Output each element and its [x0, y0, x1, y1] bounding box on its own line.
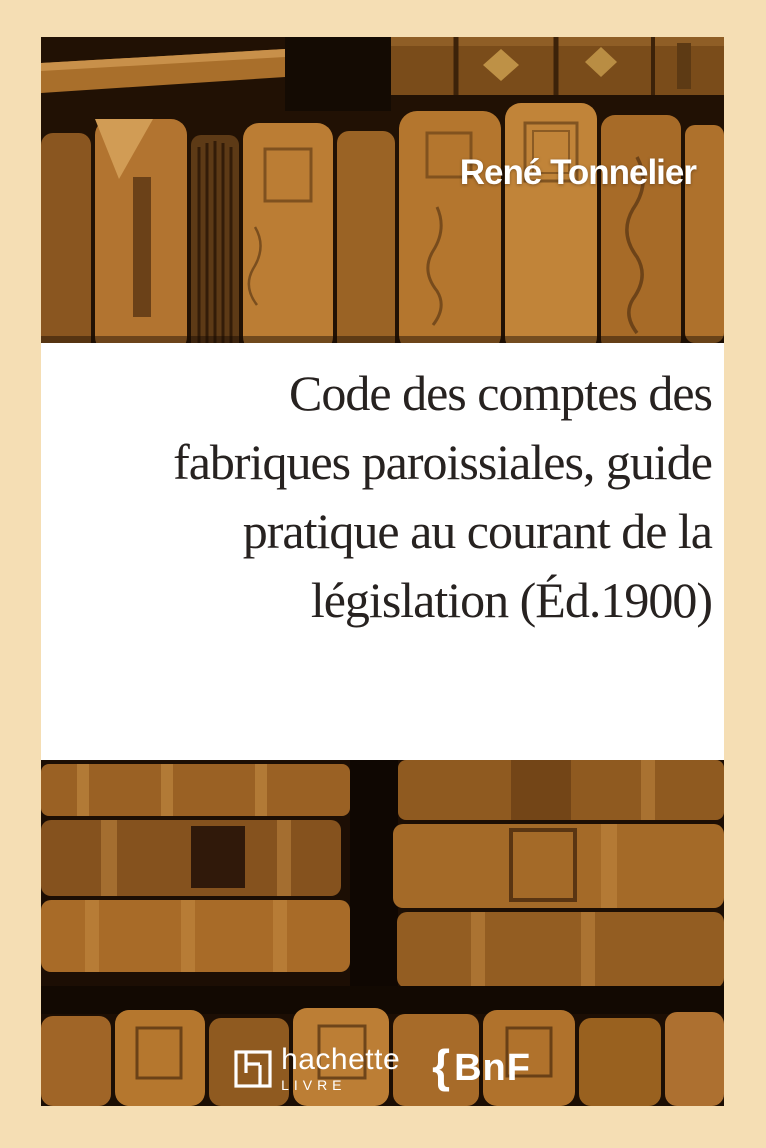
bnf-logo	[432, 1039, 531, 1092]
book-cover	[41, 37, 724, 1106]
title-line-1: Code des comptes des	[289, 365, 712, 421]
bottom-bookshelf-photo	[41, 760, 724, 1106]
title-line-3: pratique au courant de la	[242, 503, 712, 559]
hachette-livre-logo	[234, 1045, 400, 1092]
hachette-square-h-icon	[234, 1049, 272, 1089]
title-line-2: fabriques paroissiales, guide	[173, 434, 712, 490]
livre-label: LIVRE	[281, 1077, 347, 1093]
hachette-label: hachette	[281, 1043, 401, 1076]
bnf-brace-icon: {	[432, 1039, 451, 1092]
title-line-4: législation (Éd.1900)	[310, 572, 712, 628]
bnf-label: BnF	[454, 1047, 531, 1090]
publisher-logos	[41, 1039, 724, 1093]
hachette-wordmark	[281, 1045, 400, 1092]
top-bookshelf-photo	[41, 37, 724, 343]
title-band	[41, 343, 724, 760]
author-name: René Tonnelier	[459, 153, 696, 192]
